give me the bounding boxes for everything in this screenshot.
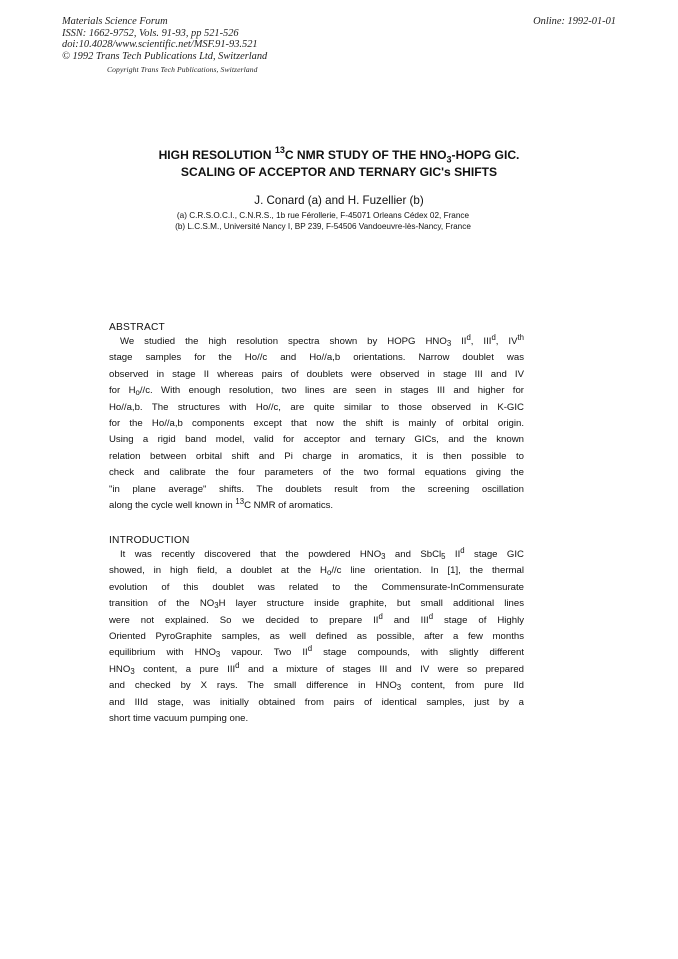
abstract-line: for the Ho//a,b components except that now the shift is mainly of orbital origin. [109, 417, 524, 429]
title-line-2: SCALING OF ACCEPTOR AND TERNARY GIC's SHIFTS [180, 164, 498, 179]
copyright-stamp: Copyright Trans Tech Publications, Switzerland [107, 65, 258, 74]
introduction-line: $HNO_3$ content, a pure III$^d$ and a mixture of stages III and IV were so prepared [109, 660, 524, 676]
introduction-line: and checked by X rays. The small difference in $HNO_3$ content, from pure IId [109, 680, 524, 693]
abstract-line: We studied the high resolution spectra shown by HOPG $HNO_3$ $II^d$, III$^d$, IVth [120, 333, 524, 348]
introduction-line: and IIId stage, was initially obtained from pairs of identical samples, just by a [109, 696, 524, 708]
authors: J. Conard (a) and H. Fuzellier (b) [254, 194, 424, 207]
abstract-line: observed in stage II whereas pairs of doublets were observed in stage III and IV [109, 368, 524, 380]
abstract-line: stage samples for the Ho//c and Ho//a,b orientations. Narrow doublet was [109, 352, 524, 364]
introduction-heading: INTRODUCTION [109, 535, 190, 546]
title-line-1: HIGH RESOLUTION $^{13}$C NMR STUDY OF THE $HNO_3$-HOPG GIC. [158, 144, 520, 165]
introduction-line: evolution of this doublet was related to the Commensurate-InCommensurate [109, 581, 524, 593]
journal-header [62, 16, 267, 62]
paper-title [0, 144, 678, 181]
introduction-body [109, 547, 524, 727]
journal-name: Materials Science Forum [62, 16, 168, 27]
doi-line: doi:10.4028/www.scientific.net/MSF.91-93.521 [62, 39, 258, 51]
abstract-line: check and calibrate the four parameters of the two formal equations giving the [109, 467, 524, 479]
introduction-line: were not explained. So we decided to prepare $II^d$ and III$^d$ stage of Highly [109, 611, 524, 626]
introduction-line: showed, in high field, a doublet at the $H_o//c$ line orientation. In [1], the thermal [109, 565, 524, 578]
introduction-line: It was recently discovered that the powdered $HNO_3$ and SbCl$_5$ $II^d$ stage GIC [120, 546, 524, 561]
abstract-line: for $H_o//c$. With enough resolution, two lines are seen in stages III and higher for [109, 385, 524, 398]
abstract-line: along the cycle well known in $^{13}$C NMR of aromatics. [109, 496, 334, 511]
affiliation-b: (b) L.C.S.M., Université Nancy I, BP 239, F-54506 Vandoeuvre-lès-Nancy, France [175, 222, 471, 231]
abstract-line: relation between orbital shift and Pi charge in aromatics, it is then possible to [109, 450, 524, 462]
abstract-line: Using a rigid band model, valid for acceptor and ternary GICs, and the known [109, 434, 524, 446]
issn-line: ISSN: 1662-9752, Vols. 91-93, pp 521-526 [62, 27, 239, 39]
copyright-line: © 1992 Trans Tech Publications Ltd, Switzerland [62, 50, 268, 62]
abstract-line: "in plane average" shifts. The doublets result from the screening oscillation [109, 483, 524, 495]
online-date: Online: 1992-01-01 [533, 16, 616, 27]
abstract-heading: ABSTRACT [109, 322, 165, 333]
affiliation-a: (a) C.R.S.O.C.I., C.N.R.S., 1b rue Férollerie, F-45071 Orleans Cédex 02, France [176, 211, 470, 220]
introduction-line: Oriented PyroGraphite samples, as well defined as possible, after a few months [109, 630, 524, 642]
introduction-line: equilibrium with $HNO_3$ vapour. Two $II^d$ stage compounds, with slightly different [109, 644, 525, 660]
abstract-line: Ho//a,b. The structures with Ho//c, are quite similar to those observed in K-GIC [109, 401, 524, 413]
introduction-line: short time vacuum pumping one. [109, 712, 249, 724]
abstract-body [109, 334, 524, 514]
introduction-line: transition of the $NO_3H$ layer structure inside graphite, but small additional lines [109, 598, 525, 611]
